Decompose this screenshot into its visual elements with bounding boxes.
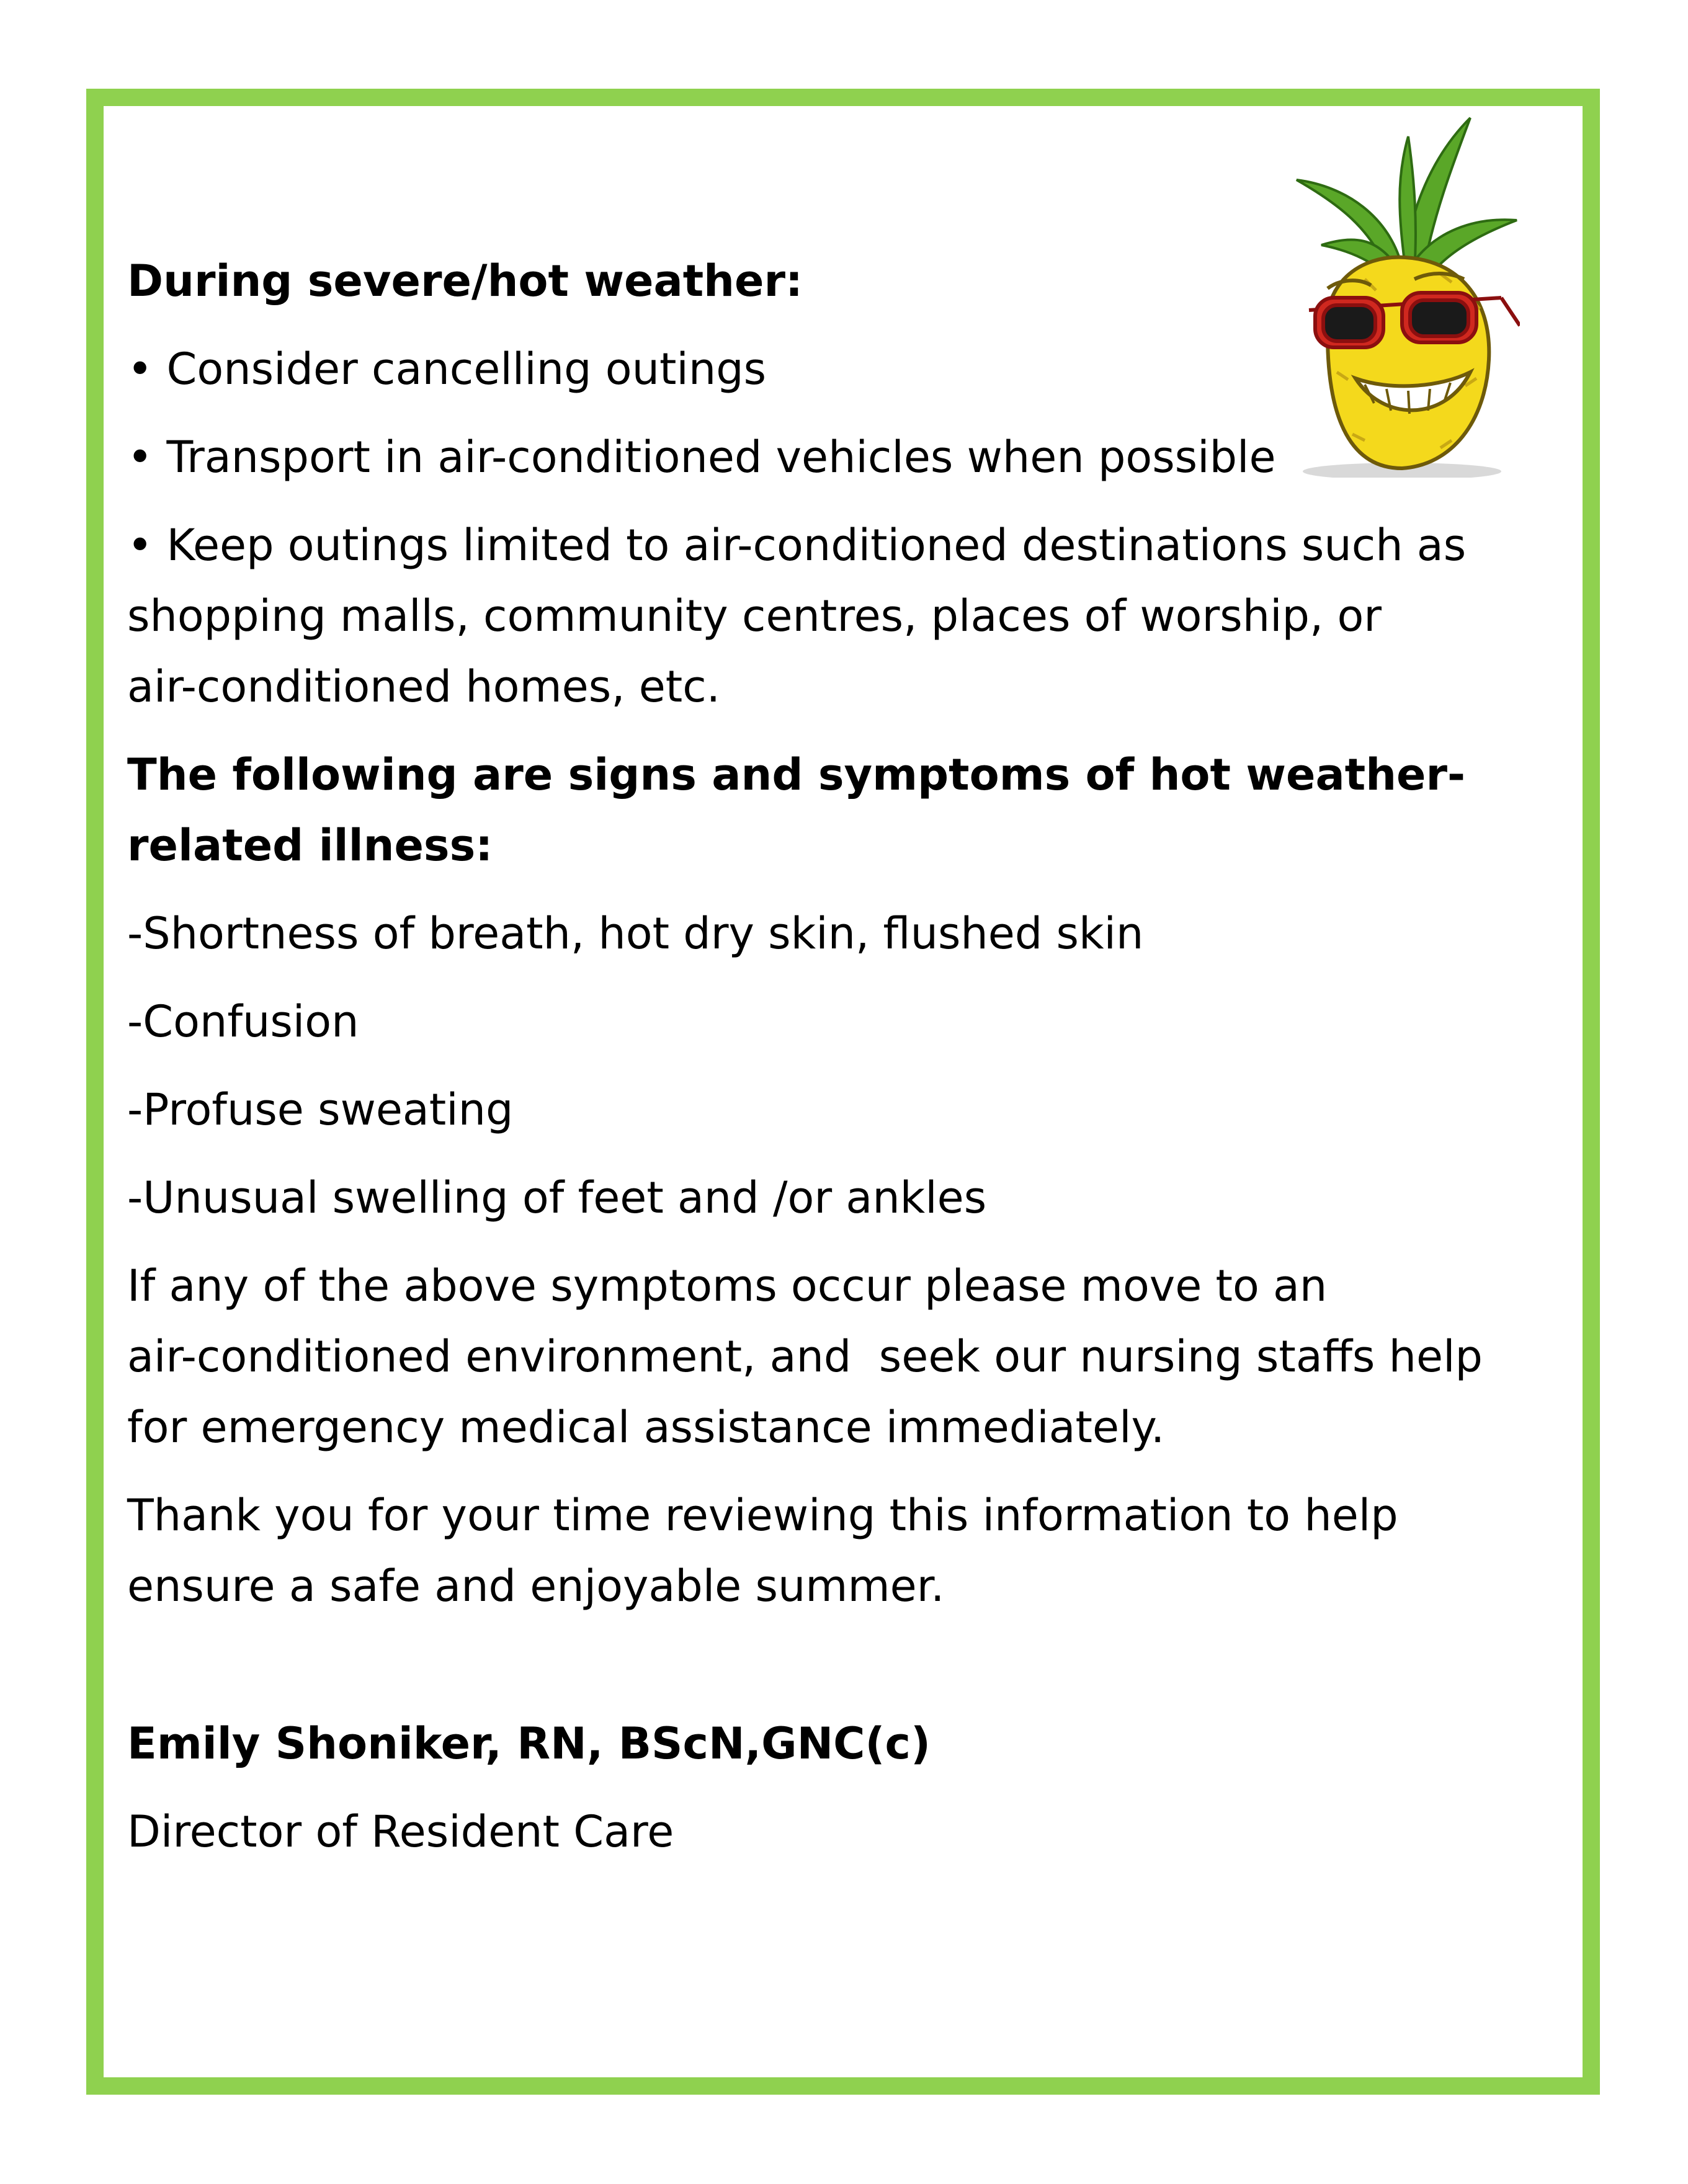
signature-name: Emily Shoniker, RN, BScN,GNC(c) <box>127 1718 931 1769</box>
advice-text: If any of the above symptoms occur please move to an <box>127 1260 1328 1311</box>
signature-title: Director of Resident Care <box>127 1806 674 1857</box>
document-content <box>127 246 1535 1867</box>
thanks-text: ensure a safe and enjoyable summer. <box>127 1561 945 1611</box>
symptom-item: -Shortness of breath, hot dry skin, flushed skin <box>127 908 1144 959</box>
symptom-item: -Profuse sweating <box>127 1084 514 1135</box>
symptoms-heading: The following are signs and symptoms of hot weather- <box>127 749 1466 800</box>
severe-weather-bullet-continuation: air-conditioned homes, etc. <box>127 661 720 712</box>
severe-weather-bullet: • Transport in air-conditioned vehicles when possible <box>127 432 1276 483</box>
severe-weather-bullet-continuation: shopping malls, community centres, places of worship, or <box>127 591 1382 641</box>
thanks-text: Thank you for your time reviewing this information to help <box>127 1490 1398 1541</box>
symptom-item: -Confusion <box>127 996 359 1047</box>
severe-weather-heading: During severe/hot weather: <box>127 256 803 306</box>
severe-weather-bullet: • Keep outings limited to air-conditioned destinations such as <box>127 520 1467 571</box>
symptoms-heading-continuation: related illness: <box>127 820 493 871</box>
symptom-item: -Unusual swelling of feet and /or ankles <box>127 1172 987 1223</box>
advice-text: air-conditioned environment, and seek our nursing staffs help <box>127 1331 1483 1382</box>
severe-weather-bullet: • Consider cancelling outings <box>127 344 767 394</box>
advice-text: for emergency medical assistance immediately. <box>127 1402 1165 1453</box>
